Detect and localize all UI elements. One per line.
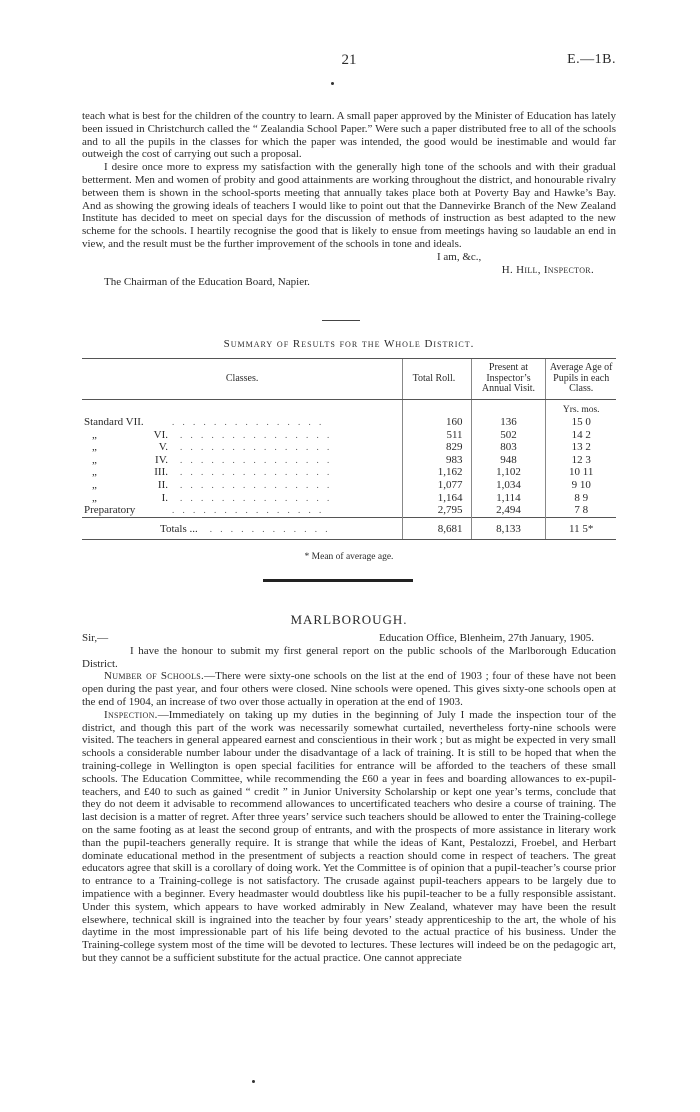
paragraph: I desire once more to express my satisfaction with the generally high tone of the schools and with their gradual betterment. Men and women of probity and good attainments are working throughout the district, and honourable rivalry between them is shown in the school-sports meeting that annually takes place both at Poverty Bay and Hawke’s Bay. And as showing the growing ideals of teachers I would like to point out that the Dannevirke Branch of the New Zealand Institute has decided to meet on special days for the discussion of methods of instruction as best adapted to the new scheme for the schools. I heartily recognise the good that is likely to ensue from meetings having so laudable an end in view, and the result must be the further improvement of the schools in tone and ideals. (82, 161, 616, 250)
average-age-cell: 9 10 (546, 479, 616, 492)
closing: I am, &c., (437, 250, 482, 263)
leader-dots: . . . . . . . . . . . . . . . (180, 492, 333, 503)
ditto-mark: „ (92, 491, 97, 504)
present-cell: 803 (471, 441, 546, 454)
class-cell (82, 416, 403, 429)
header-present: Present at Inspector’s Annual Visit. (471, 359, 546, 400)
average-age-cell: 13 2 (546, 441, 616, 454)
page-number: 21 (341, 52, 357, 68)
average-age-cell: 10 11 (546, 466, 616, 479)
present-cell: 2,494 (471, 504, 546, 517)
table-row (82, 466, 616, 479)
class-label: V. (158, 441, 168, 454)
class-cell (82, 479, 403, 492)
totals-roll-cell: 8,681 (403, 517, 471, 540)
paragraph: I have the honour to submit my first general report on the public schools of the Marlborough Education District. (82, 644, 616, 670)
class-cell (82, 454, 403, 467)
leader-dots: . . . . . . . . . . . . (209, 523, 331, 534)
salutation: Sir,— (82, 632, 109, 644)
present-cell: 502 (471, 429, 546, 442)
present-cell: 1,114 (471, 492, 546, 505)
class-cell (82, 504, 403, 517)
ditto-mark: „ (92, 453, 97, 466)
table-row (82, 416, 616, 429)
total-roll-cell: 511 (403, 429, 471, 442)
paragraph-heading: Inspection. (104, 708, 158, 721)
leader-dots: . . . . . . . . . . . . . . . (172, 417, 325, 428)
signature: H. Hill, Inspector. (501, 263, 594, 276)
leader-dots: . . . . . . . . . . . . . . . (180, 467, 333, 478)
class-label: VI. (153, 428, 168, 441)
marlborough-report-text (82, 632, 616, 965)
present-cell: 948 (471, 454, 546, 467)
leader-dots: . . . . . . . . . . . . . . . (180, 429, 333, 440)
total-roll-cell: 829 (403, 441, 471, 454)
leader-dots: . . . . . . . . . . . . . . . (180, 454, 333, 465)
class-cell (82, 441, 403, 454)
total-roll-cell: 1,162 (403, 466, 471, 479)
table-row (82, 429, 616, 442)
document-reference: E.—1B. (567, 52, 616, 67)
class-label: IV. (155, 453, 168, 466)
page-header (82, 52, 616, 72)
paragraph: Inspection.—Immediately on taking up my duties in the beginning of July I made the inspection tour of the district, and though this part of the work was necessarily somewhat curtailed, nevertheless forty-nine schools were visited. The teachers in general appeared earnest and conscientious in their work ; but as might be expected in very small schools a considerable number labour under the disadvantage of a lack of training. It is still to be hoped that when the training-college in Wellington is open special facilities for entrance will be afforded to the teachers of these small schools. The Education Committee, while recommending the £60 a year in fees and boarding allowances to ex-pupil-teachers, and £40 to such as gained “ credit ” in Junior University Scholarship or kept one year’s terms, conclude that they do not deem it advisable to recommend allowances to uncertificated teachers who desire a course of training. The last decision is a matter of regret. After three years’ service such teachers should be allowed to enter the Training-college on the same footing as at least the second group of entrants, and with the prospects of more assistance in literary work than the pupil-teachers generally require. It is strange that while the ideas of Kant, Pestalozzi, Froebel, and Herbart dominate educational method in the presentment of subjects a reaction should come in respect of teachers. The great educators agree that skill is a corollary of doing work. Yet the Committee is of opinion that a pupil-teacher’s course prior to entrance to a Training-college is not satisfactory. The crusade against pupil-teachers appears to be largely due to impatience with a beginner. Every headmaster would doubtless like his pupil-teacher to be a fully responsible assistant. Under this system, which appears to have worked admirably in New Zealand, whatever may have been the result elsewhere, technical skill is ingrained into the teacher by four years’ steady apprenticeship to the art, the whole of his daytime in the most impressionable part of his life being devoted to the actual practice of his business. Under the Training-college system most of the time will be devoted to lectures. These lectures will indeed be on the pedagogic art, but they cannot be a sufficient substitute for the actual practice. One cannot appreciate (82, 708, 616, 964)
summary-table (82, 358, 616, 540)
totals-row (82, 517, 616, 540)
table-row (82, 441, 616, 454)
table-footnote: * Mean of average age. (304, 552, 394, 562)
print-speck (252, 1080, 255, 1083)
dateline: Education Office, Blenheim, 27th January, 1905. (378, 632, 594, 644)
table-row (82, 454, 616, 467)
class-cell (82, 466, 403, 479)
header-total-roll: Total Roll. (403, 359, 471, 400)
leader-dots: . . . . . . . . . . . . . . . (180, 480, 333, 491)
total-roll-cell: 1,077 (403, 479, 471, 492)
total-roll-cell: 1,164 (403, 492, 471, 505)
salutation-line (82, 632, 616, 645)
section-divider (263, 579, 413, 582)
section-title: MARLBOROUGH. (290, 612, 408, 627)
table-header-row (82, 359, 616, 400)
table-row (82, 479, 616, 492)
average-age-cell: 8 9 (546, 492, 616, 505)
paragraph: Number of Schools.—There were sixty-one schools on the list at the end of 1903 ; four of these have not been open during the past year, and four others were closed. Nine schools were opened. This gives sixty-one schools open at the end of 1904, an increase of two over those actually in operation at the end of 1903. (82, 670, 616, 708)
table-row (82, 504, 616, 517)
present-cell: 1,102 (471, 466, 546, 479)
average-age-cell: 14 2 (546, 429, 616, 442)
divider (322, 320, 360, 321)
addressee: The Chairman of the Education Board, Napier. (104, 276, 310, 289)
ditto-mark: „ (92, 466, 97, 479)
average-age-cell: 7 8 (546, 504, 616, 517)
totals-present-cell: 8,133 (471, 517, 546, 540)
present-cell: 136 (471, 416, 546, 429)
units-label: Yrs. mos. (546, 399, 616, 416)
class-label: II. (157, 479, 168, 492)
ditto-mark: „ (92, 428, 97, 441)
leader-dots: . . . . . . . . . . . . . . . (172, 505, 325, 516)
average-age-cell: 15 0 (546, 416, 616, 429)
total-roll-cell: 2,795 (403, 504, 471, 517)
paragraph: teach what is best for the children of the country to learn. A small paper approved by the Minister of Education has lately been issued in Christchurch called the “ Zealandia School Paper.” Were such a paper distributed free to all of the schools and to all the pupils in the classes for which the paper was intended, the good would be inestimable and would far outweigh the cost of carrying out such a proposal. (82, 110, 616, 161)
ditto-mark: „ (92, 479, 97, 492)
average-age-cell: 12 3 (546, 454, 616, 467)
print-speck (331, 82, 334, 85)
class-cell (82, 492, 403, 505)
class-label: I. (161, 491, 168, 504)
total-roll-cell: 983 (403, 454, 471, 467)
totals-age-cell: 11 5* (546, 517, 616, 540)
table-row (82, 492, 616, 505)
totals-label: Totals ... (160, 522, 198, 535)
header-average-age: Average Age of Pupils in each Class. (546, 359, 616, 400)
totals-label-cell (82, 517, 403, 540)
ditto-mark: „ (92, 441, 97, 454)
units-row (82, 399, 616, 416)
header-classes: Classes. (82, 359, 403, 400)
present-cell: 1,034 (471, 479, 546, 492)
class-cell (82, 429, 403, 442)
class-label: Preparatory (84, 504, 136, 517)
table-title: Summary of Results for the Whole District. (223, 338, 475, 350)
leader-dots: . . . . . . . . . . . . . . . (180, 442, 333, 453)
class-label: Standard VII. (84, 416, 144, 429)
class-label: III. (154, 466, 168, 479)
napier-report-text (82, 110, 616, 289)
total-roll-cell: 160 (403, 416, 471, 429)
paragraph-heading: Number of Schools. (104, 670, 205, 683)
